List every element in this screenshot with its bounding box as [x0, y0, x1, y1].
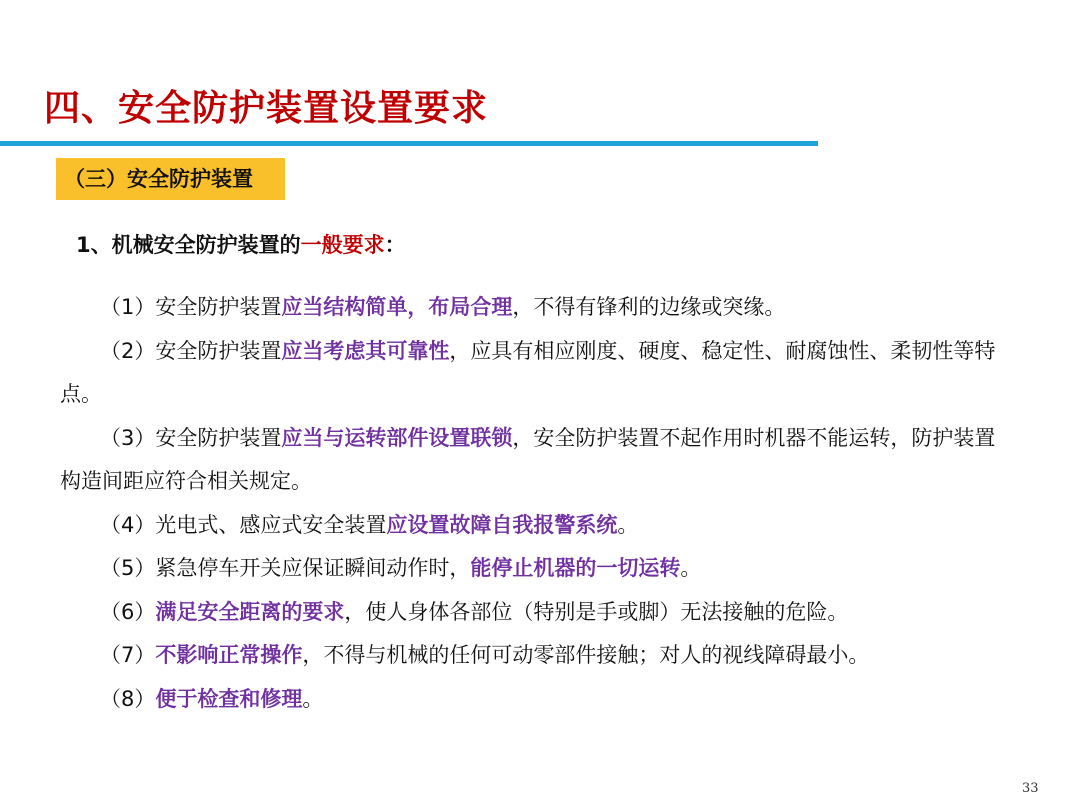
list-item	[60, 504, 1010, 548]
subheading	[76, 229, 406, 259]
subheading-highlight: 一般要求	[300, 233, 385, 257]
item-highlight: 便于检查和修理	[155, 686, 303, 711]
list-item	[60, 547, 1010, 591]
list-item	[60, 286, 1010, 330]
item-number: （7）	[100, 643, 156, 667]
item-text: 紧急停车开关应保证瞬间动作时，	[155, 556, 471, 580]
list-item	[60, 634, 1010, 678]
item-number: （5）	[100, 556, 156, 580]
item-number: （4）	[100, 512, 156, 537]
item-text: 安全防护装置	[155, 295, 282, 319]
subheading-text: 1、机械安全防护装置的	[76, 233, 301, 257]
item-text: ，不得有锋利的边缘或突缘。	[512, 295, 786, 319]
list-item	[60, 330, 1010, 417]
section-label: （三）安全防护装置	[56, 158, 285, 200]
item-number: （1）	[100, 295, 156, 319]
item-highlight: 不影响正常操作	[155, 643, 303, 667]
item-highlight: 满足安全距离的要求	[155, 599, 345, 624]
item-number: （3）	[100, 425, 156, 450]
list-item	[60, 417, 1010, 504]
item-highlight: 能停止机器的一切运转	[470, 556, 681, 580]
item-number: （8）	[100, 686, 156, 711]
item-highlight: 应当结构简单，布局合理	[281, 295, 513, 319]
item-text: 安全防护装置	[155, 425, 282, 450]
item-text: 。	[680, 556, 702, 580]
item-highlight: 应设置故障自我报警系统	[386, 512, 618, 537]
item-text: ，不得与机械的任何可动零部件接触；对人的视线障碍最小。	[302, 643, 870, 667]
requirements-list	[60, 286, 1010, 721]
list-item	[60, 591, 1010, 635]
subheading-suffix: ：	[384, 233, 406, 257]
title-divider	[0, 141, 818, 146]
item-text: 光电式、感应式安全装置	[155, 512, 387, 537]
item-text: ，应具有相应刚度、硬度、稳定性、耐腐蚀性、柔韧性等特点。	[60, 338, 996, 406]
item-text: 。	[617, 512, 639, 537]
item-highlight: 应当与运转部件设置联锁	[281, 425, 513, 450]
item-text: 。	[302, 686, 324, 711]
item-highlight: 应当考虑其可靠性	[281, 338, 450, 363]
page-number: 33	[1022, 781, 1039, 796]
list-item	[60, 678, 1010, 722]
item-number: （6）	[100, 599, 156, 624]
item-text: 安全防护装置	[155, 338, 282, 363]
item-text: ，使人身体各部位（特别是手或脚）无法接触的危险。	[344, 599, 849, 624]
slide-title: 四、安全防护装置设置要求	[44, 88, 489, 129]
item-text: ，安全防护装置不起作用时机器不能运转，防护装置构造间距应符合相关规定。	[60, 425, 996, 493]
item-number: （2）	[100, 338, 156, 363]
